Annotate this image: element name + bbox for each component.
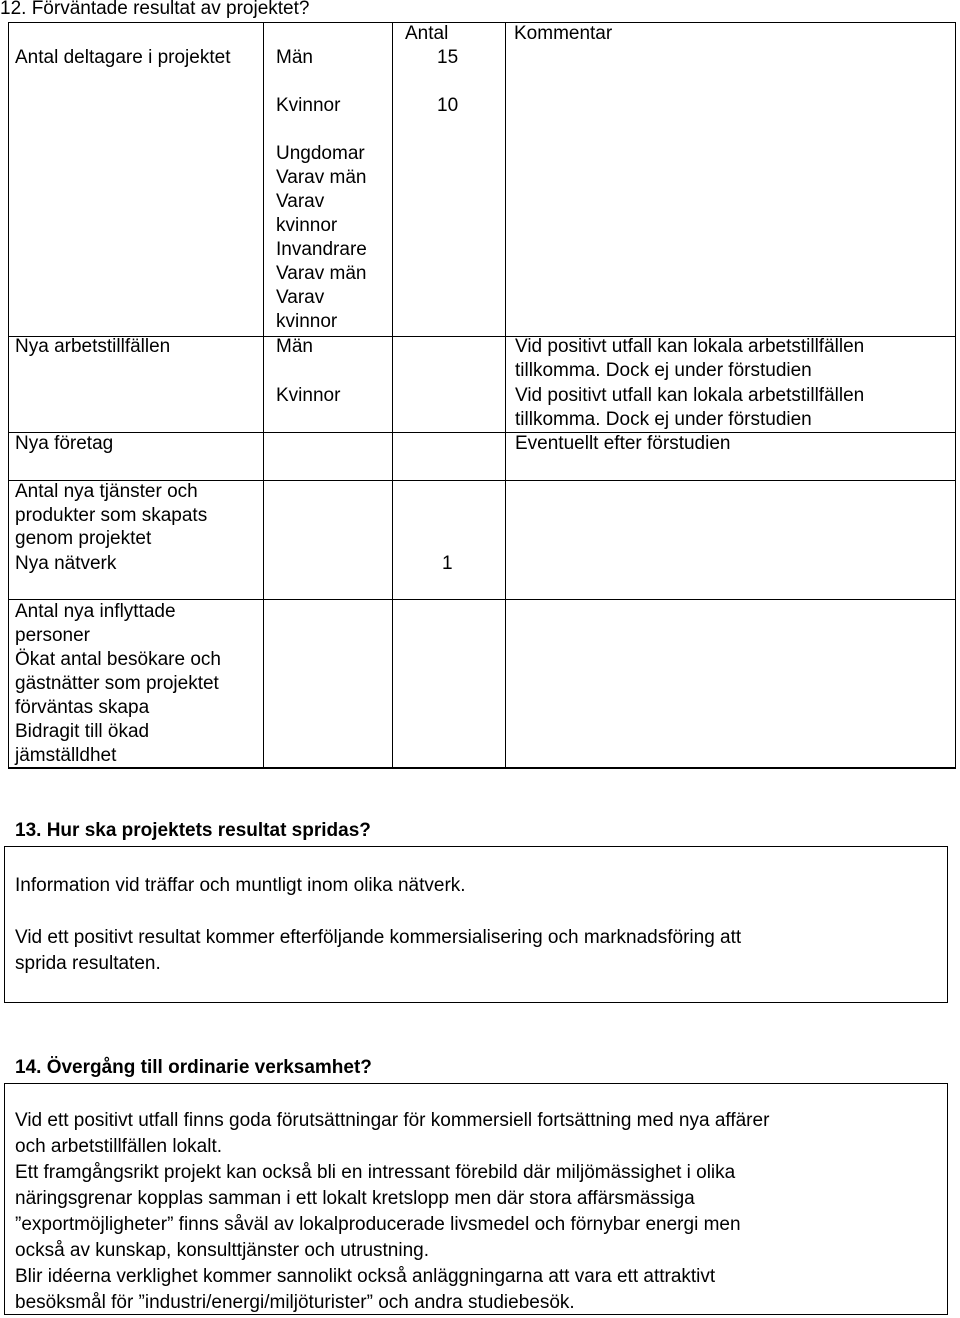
row-label-jamstalldhet-2: jämställdhet xyxy=(15,745,117,766)
row-label-jamstalldhet-1: Bidragit till ökad xyxy=(15,721,150,742)
section-14-line: besöksmål för ”industri/energi/miljöturister” och andra studiebesök. xyxy=(15,1292,575,1313)
section-13-para-2-line-2: sprida resultaten. xyxy=(15,953,161,974)
section-13-heading: 13. Hur ska projektets resultat spridas? xyxy=(15,820,371,841)
section-14-line: och arbetstillfällen lokalt. xyxy=(15,1136,222,1157)
section-13-para-2-line-1: Vid ett positivt resultat kommer efterföljande kommersialisering och marknadsföring att xyxy=(15,927,742,948)
col-divider-3 xyxy=(505,22,506,767)
sub-label-kvinnor: Kvinnor xyxy=(276,95,341,116)
row-label-inflyttade-1: Antal nya inflyttade xyxy=(15,601,176,622)
col-divider-2 xyxy=(392,22,393,767)
section-13-text-2 xyxy=(15,925,741,977)
col-header-antal: Antal xyxy=(405,23,449,44)
value-kvinnor: 10 xyxy=(437,95,459,116)
section-14-heading: 14. Övergång till ordinarie verksamhet? xyxy=(15,1057,372,1078)
section-14-line: ”exportmöjligheter” finns såväl av lokalproducerade livsmedel och förnybar energi men xyxy=(15,1214,741,1235)
row-divider-arbetstillfallen-bottom xyxy=(8,432,956,433)
sub-label-invandrare-varav-kvinnor-1: Varav xyxy=(276,287,325,308)
table-bottom-border xyxy=(8,767,956,769)
row-label-arbetstillfallen: Nya arbetstillfällen xyxy=(15,336,171,357)
col-divider-1 xyxy=(263,22,264,767)
section-13-para-1: Information vid träffar och muntligt inom olika nätverk. xyxy=(15,875,466,896)
section-14-line: Blir idéerna verklighet kommer sannolikt också anläggningarna att vara ett attraktivt xyxy=(15,1266,716,1287)
comment-arb-man-2: tillkomma. Dock ej under förstudien xyxy=(515,360,812,381)
comment-arb-kvinnor-1: Vid positivt utfall kan lokala arbetstillfällen xyxy=(515,385,865,406)
row-label-foretag: Nya företag xyxy=(15,433,114,454)
section-14-line: också av kunskap, konsulttjänster och utrustning. xyxy=(15,1240,430,1261)
section-14-line: Vid ett positivt utfall finns goda förutsättningar för kommersiell fortsättning med nya affärer xyxy=(15,1110,770,1131)
table-top-border xyxy=(8,22,956,23)
sub-label-invandrare-varav-kvinnor-2: kvinnor xyxy=(276,311,338,332)
sub-label-ungdomar-varav-kvinnor-2: kvinnor xyxy=(276,215,338,236)
row-label-besokare-1: Ökat antal besökare och xyxy=(15,649,221,670)
col-header-kommentar: Kommentar xyxy=(514,23,613,44)
comment-arb-man-1: Vid positivt utfall kan lokala arbetstillfällen xyxy=(515,336,865,357)
sub-label-ungdomar: Ungdomar xyxy=(276,143,365,164)
row-label-besokare-3: förväntas skapa xyxy=(15,697,150,718)
comment-arb-kvinnor-2: tillkomma. Dock ej under förstudien xyxy=(515,409,812,430)
row-label-tjanster-3: genom projektet xyxy=(15,528,152,549)
row-label-tjanster-1: Antal nya tjänster och xyxy=(15,481,198,502)
table-left-border xyxy=(8,22,9,767)
row-label-inflyttade-2: personer xyxy=(15,625,90,646)
sub-label-ungdomar-varav-kvinnor-1: Varav xyxy=(276,191,325,212)
sub-label-invandrare-varav-man: Varav män xyxy=(276,263,367,284)
section-14-line: Ett framgångsrikt projekt kan också bli en intressant förebild där miljömässighet i olika xyxy=(15,1162,736,1183)
value-man: 15 xyxy=(437,47,459,68)
row-label-deltagare: Antal deltagare i projektet xyxy=(15,47,231,68)
sub-label-man: Män xyxy=(276,47,313,68)
row-label-besokare-2: gästnätter som projektet xyxy=(15,673,219,694)
value-natverk: 1 xyxy=(442,553,453,574)
sub-label-invandrare: Invandrare xyxy=(276,239,367,260)
section-13-text xyxy=(15,873,466,899)
sub-label-arb-kvinnor: Kvinnor xyxy=(276,385,341,406)
row-label-natverk: Nya nätverk xyxy=(15,553,117,574)
sub-label-ungdomar-varav-man: Varav män xyxy=(276,167,367,188)
section-14-text xyxy=(15,1108,769,1316)
row-label-tjanster-2: produkter som skapats xyxy=(15,505,208,526)
sub-label-arb-man: Män xyxy=(276,336,313,357)
section-12-heading: 12. Förväntade resultat av projektet? xyxy=(0,0,310,19)
comment-foretag: Eventuellt efter förstudien xyxy=(515,433,731,454)
table-right-border xyxy=(955,22,956,767)
section-14-line: näringsgrenar kopplas samman i ett lokalt kretslopp men där stora affärsmässiga xyxy=(15,1188,695,1209)
